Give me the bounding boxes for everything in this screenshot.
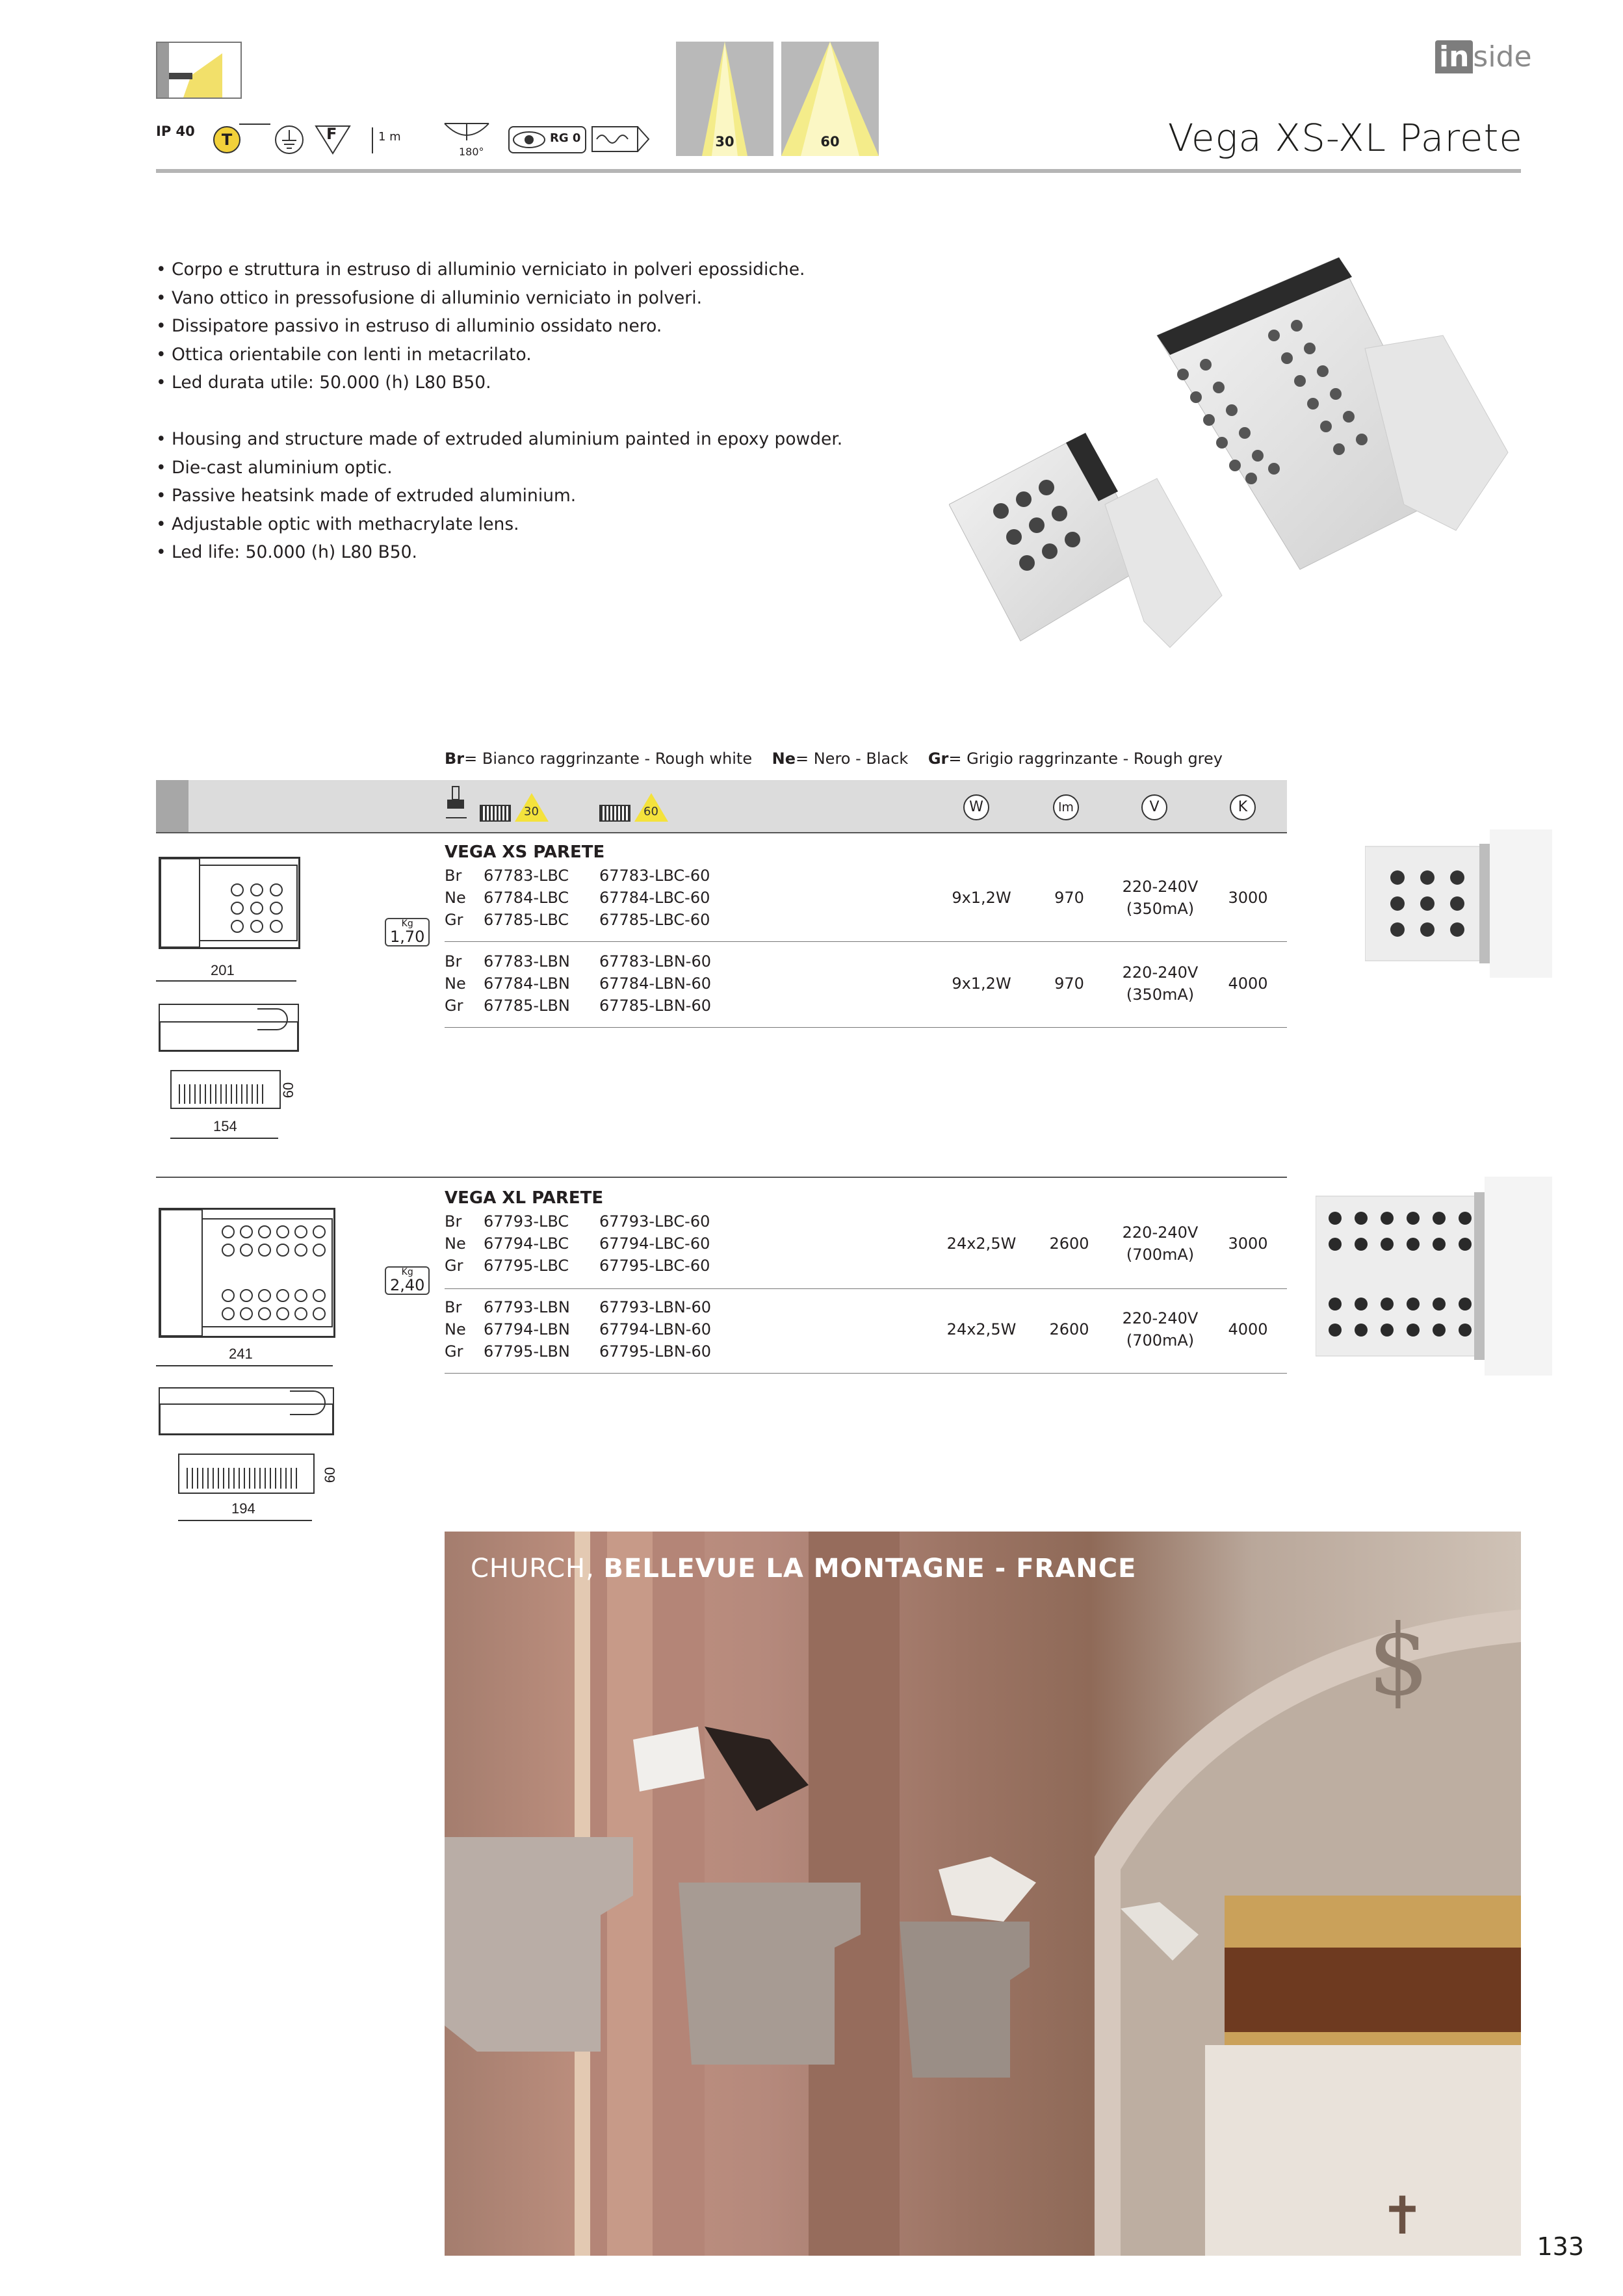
xl-weight-unit: Kg (401, 1267, 413, 1277)
risk-group-icon (508, 126, 586, 153)
section-divider (156, 1177, 1287, 1178)
table-row: Gr 67795-LBN 67795-LBN-60 (445, 1342, 711, 1361)
brand-logo-in: in (1435, 40, 1473, 73)
xs-g2-kelvin: 4000 (1228, 974, 1268, 993)
xl-height-dim: 60 (322, 1467, 339, 1483)
ground-icon (274, 125, 304, 155)
xl-group1-codes (445, 1210, 710, 1277)
xs-side-drawing (159, 1004, 299, 1052)
bullet-en-2: • Die-cast aluminium optic. (156, 457, 393, 478)
bullet-it-4: • Ottica orientabile con lenti in metacrilato. (156, 344, 532, 365)
beam-60-diagram (781, 42, 879, 156)
brand-logo (1417, 40, 1532, 73)
xs-g1-kelvin: 3000 (1228, 889, 1268, 907)
xs-g2-current: (350mA) (1126, 985, 1195, 1004)
volt-column-icon: V (1141, 794, 1167, 820)
bullet-it-2: • Vano ottico in pressofusione di alluminio verniciato in polveri. (156, 287, 702, 308)
beam-60-marker (634, 793, 668, 822)
photo-caption-place: CHURCH, (471, 1554, 595, 1584)
page-title: Vega XS-XL Parete (1167, 116, 1523, 160)
xl-g2-watt: 24x2,5W (946, 1320, 1017, 1338)
t-class-label: T (221, 131, 233, 149)
xs-g1-volt (1111, 876, 1209, 920)
xs-g1-volt-range: 220-240V (1122, 878, 1199, 896)
xl-g1-current: (700mA) (1126, 1246, 1195, 1264)
xs-g1-lumen: 970 (1054, 889, 1084, 907)
svg-text:$: $ (1368, 1604, 1430, 1717)
dimension-line (170, 1138, 278, 1139)
lamp-icon (443, 785, 469, 824)
table-header-accent (156, 780, 188, 832)
xs-g1-current: (350mA) (1126, 900, 1195, 918)
table-row: Br 67783-LBC 67783-LBC-60 (445, 867, 710, 885)
xl-g1-volt-range: 220-240V (1122, 1223, 1199, 1242)
xs-product-thumbnail (1365, 829, 1552, 978)
xl-width-dim: 241 (229, 1346, 253, 1362)
f-mark-icon (315, 125, 351, 155)
risk-group-label: RG 0 (550, 131, 581, 145)
table-row: Gr 67785-LBC 67785-LBC-60 (445, 911, 710, 929)
xs-weight: 1,70 (390, 928, 425, 946)
xl-g1-lumen: 2600 (1049, 1234, 1089, 1253)
xs-weight-badge (385, 918, 430, 946)
watt-column-icon: W (963, 794, 989, 820)
bullet-it-5: • Led durata utile: 50.000 (h) L80 B50. (156, 372, 491, 393)
dimension-line (178, 1520, 312, 1521)
bullet-en-1: • Housing and structure made of extruded aluminium painted in epoxy powder. (156, 429, 843, 449)
xs-weight-unit: Kg (401, 919, 413, 929)
dimension-line (156, 1365, 333, 1366)
xl-depth-dim: 194 (231, 1500, 255, 1517)
xl-top-drawing (178, 1454, 315, 1494)
church-installation-photo (445, 1532, 1521, 2256)
xl-weight-badge (385, 1266, 430, 1295)
xs-g2-watt: 9x1,2W (952, 974, 1011, 993)
xl-g1-watt: 24x2,5W (946, 1234, 1017, 1253)
header-divider (156, 169, 1521, 173)
photo-caption (471, 1554, 1136, 1584)
xl-front-drawing (159, 1208, 335, 1338)
xl-g2-kelvin: 4000 (1228, 1320, 1268, 1338)
dimmable-icon (591, 126, 650, 152)
xl-product-thumbnail (1316, 1177, 1552, 1376)
ip-rating: IP 40 (156, 124, 195, 139)
xs-depth-dim: 154 (213, 1118, 237, 1134)
legend-gr-text: = Grigio raggrinzante - Rough grey (948, 750, 1223, 768)
xs-g2-volt-range: 220-240V (1122, 963, 1199, 982)
xs-g2-volt (1111, 961, 1209, 1006)
kelvin-column-icon: K (1230, 794, 1256, 820)
xs-front-drawing (159, 857, 300, 949)
dimension-line (156, 980, 296, 982)
xl-g2-current: (700mA) (1126, 1331, 1195, 1350)
xs-g1-watt: 9x1,2W (952, 889, 1011, 907)
table-row: Ne 67784-LBC 67784-LBC-60 (445, 889, 710, 907)
product-hero-image (949, 257, 1534, 686)
f-mark-label: F (326, 125, 337, 143)
xs-group2-codes (445, 950, 711, 1017)
beam-30-label: 30 (715, 134, 734, 150)
line-separator (239, 124, 270, 125)
xl-group2-codes (445, 1296, 711, 1363)
row-divider (445, 1373, 1287, 1374)
table-row: Ne 67794-LBN 67794-LBN-60 (445, 1320, 711, 1338)
legend-ne-text: = Nero - Black (795, 750, 909, 768)
eye-icon (512, 130, 546, 150)
table-row: Ne 67784-LBN 67784-LBN-60 (445, 974, 711, 993)
product-name-xl: VEGA XL PARETE (445, 1188, 604, 1208)
beam-60-label: 60 (820, 134, 840, 150)
table-header (156, 780, 1287, 832)
xl-g2-volt-range: 220-240V (1122, 1309, 1199, 1327)
beam-30-marker (515, 793, 549, 822)
table-row: Gr 67795-LBC 67795-LBC-60 (445, 1257, 710, 1275)
xs-top-drawing (170, 1070, 281, 1109)
wall-light-pictogram-icon (157, 43, 240, 98)
beam-angle-icon (442, 121, 491, 160)
xl-weight: 2,40 (390, 1276, 425, 1294)
table-row: Br 67783-LBN 67783-LBN-60 (445, 952, 711, 971)
svg-text:✝: ✝ (1381, 2185, 1425, 2246)
description-italian (156, 255, 805, 397)
xs-group1-codes (445, 865, 710, 931)
t-class-icon (213, 126, 240, 153)
xs-width-dim: 201 (211, 962, 235, 978)
bullet-it-3: • Dissipatore passivo in estruso di alluminio ossidato nero. (156, 316, 662, 336)
table-row: Gr 67785-LBN 67785-LBN-60 (445, 997, 711, 1015)
bullet-en-5: • Led life: 50.000 (h) L80 B50. (156, 542, 417, 562)
row-divider (445, 1288, 1287, 1289)
bullet-en-3: • Passive heatsink made of extruded aluminium. (156, 486, 577, 506)
church-scene-image (445, 1532, 1521, 2256)
table-row: Br 67793-LBN 67793-LBN-60 (445, 1298, 711, 1316)
row-divider (445, 1027, 1287, 1028)
symbol-row (208, 121, 663, 160)
led-strip-icon-30 (480, 805, 511, 822)
distance-icon (372, 127, 425, 153)
table-row: Br 67793-LBC 67793-LBC-60 (445, 1212, 710, 1231)
brand-logo-side: side (1473, 40, 1532, 73)
installation-type-icon (156, 42, 242, 99)
xs-height-dim: 60 (280, 1082, 297, 1099)
table-row: Ne 67794-LBC 67794-LBC-60 (445, 1234, 710, 1253)
legend-ne-key: Ne (772, 750, 796, 768)
bullet-en-4: • Adjustable optic with methacrylate lens. (156, 514, 519, 534)
legend-gr-key: Gr (928, 750, 949, 768)
legend-br-text: = Bianco raggrinzante - Rough white (464, 750, 753, 768)
product-name-xs: VEGA XS PARETE (445, 842, 605, 862)
lumen-column-icon: lm (1053, 794, 1079, 820)
photo-caption-location: BELLEVUE LA MONTAGNE - FRANCE (603, 1554, 1137, 1584)
description-english (156, 425, 842, 567)
legend-br-key: Br (445, 750, 465, 768)
row-divider (445, 941, 1287, 942)
table-header-rule (156, 832, 1287, 833)
xl-g1-kelvin: 3000 (1228, 1234, 1268, 1253)
bullet-it-1: • Corpo e struttura in estruso di alluminio verniciato in polveri epossidiche. (156, 259, 805, 280)
beam-angle-label: 180° (459, 146, 484, 158)
page-number: 133 (1537, 2232, 1584, 2261)
xl-side-drawing (159, 1387, 334, 1435)
xl-g2-lumen: 2600 (1049, 1320, 1089, 1338)
xl-g1-volt (1111, 1221, 1209, 1266)
xl-g2-volt (1111, 1307, 1209, 1351)
distance-label: 1 m (378, 130, 401, 144)
beam-30-marker-label: 30 (524, 805, 539, 818)
beam-30-diagram (676, 42, 773, 156)
xs-g2-lumen: 970 (1054, 974, 1084, 993)
finish-legend (445, 750, 1223, 768)
beam-60-marker-label: 60 (643, 805, 658, 818)
led-strip-icon-60 (599, 805, 630, 822)
